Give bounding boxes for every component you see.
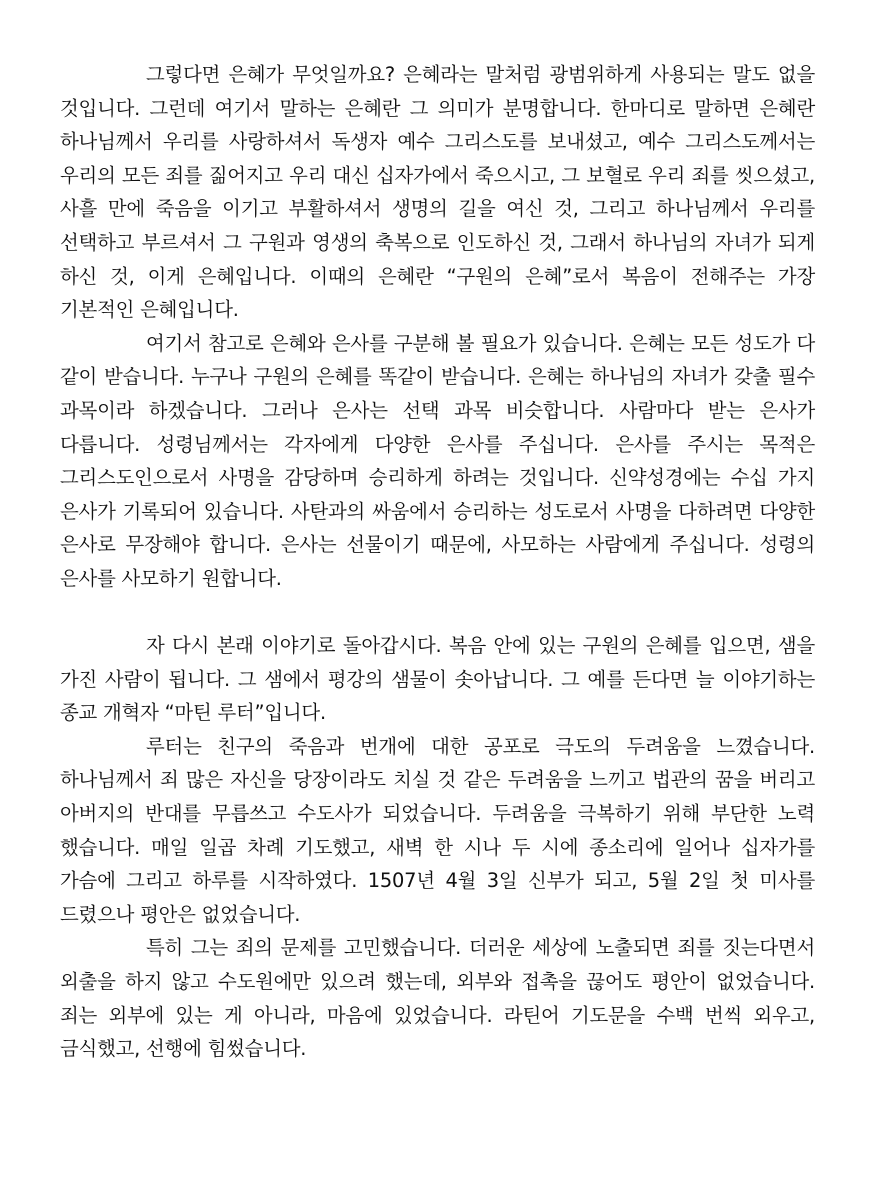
- paragraph-luther-sin: 특히 그는 죄의 문제를 고민했습니다. 더러운 세상에 노출되면 죄를 짓는다면서 외출을 하지 않고 수도원에만 있으려 했는데, 외부와 접촉을 끊어도 평안이 없었습니다. 죄는 외부에 있는 게 아니라, 마음에 있었습니다. 라틴어 기도문을 수백 번씩 외우고, 금식했고, 선행에 힘썼습니다.: [60, 936, 815, 1061]
- paragraph-luther-fear: 루터는 친구의 죽음과 번개에 대한 공포로 극도의 두려움을 느꼈습니다. 하나님께서 죄 많은 자신을 당장이라도 치실 것 같은 두려움을 느끼고 법관의 꿈을 버리고 아버지의 반대를 무릅쓰고 수도사가 되었습니다. 두려움을 극복하기 위해 부단한 노력 했습니다. 매일 일곱 차례 기도했고, 새벽 한 시나 두 시에 종소리에 일어나 십자가를 가슴에 그리고 하루를 시작하였다. 1507년 4월 3일 신부가 되고, 5월 2일 첫 미사를 드렸으나 평안은 없었습니다.: [60, 734, 815, 926]
- paragraph-spacer: [60, 596, 815, 630]
- paragraph-grace-definition: 그렇다면 은혜가 무엇일까요? 은혜라는 말처럼 광범위하게 사용되는 말도 없을 것입니다. 그런데 여기서 말하는 은혜란 그 의미가 분명합니다. 한마디로 말하면 은혜란 하나님께서 우리를 사랑하셔서 독생자 예수 그리스도를 보내셨고, 예수 그리스도께서는 우리의 모든 죄를 짊어지고 우리 대신 십자가에서 죽으시고, 그 보혈로 우리 죄를 씻으셨고, 사흘 만에 죽음을 이기고 부활하셔서 생명의 길을 여신 것, 그리고 하나님께서 우리를 선택하고 부르셔서 그 구원과 영생의 축복으로 인도하신 것, 그래서 하나님의 자녀가 되게 하신 것, 이게 은혜입니다. 이때의 은혜란 “구원의 은혜”로서 복음이 전해주는 가장 기본적인 은혜입니다.: [60, 63, 815, 322]
- paragraph-back-to-story: 자 다시 본래 이야기로 돌아갑시다. 복음 안에 있는 구원의 은혜를 입으면, 샘을 가진 사람이 됩니다. 그 샘에서 평강의 샘물이 솟아납니다. 그 예를 든다면 늘 이야기하는 종교 개혁자 “마틴 루터”입니다.: [60, 634, 815, 725]
- paragraph-grace-and-gifts: 여기서 참고로 은혜와 은사를 구분해 볼 필요가 있습니다. 은혜는 모든 성도가 다 같이 받습니다. 누구나 구원의 은혜를 똑같이 받습니다. 은혜는 하나님의 자녀가 갖출 필수 과목이라 하겠습니다. 그러나 은사는 선택 과목 비슷합니다. 사람마다 받는 은사가 다릅니다. 성령님께서는 각자에게 다양한 은사를 주십니다. 은사를 주시는 목적은 그리스도인으로서 사명을 감당하며 승리하게 하려는 것입니다. 신약성경에는 수십 가지 은사가 기록되어 있습니다. 사탄과의 싸움에서 승리하는 성도로서 사명을 다하려면 다양한 은사로 무장해야 합니다. 은사는 선물이기 때문에, 사모하는 사람에게 주십니다. 성령의 은사를 사모하기 원합니다.: [60, 331, 815, 590]
